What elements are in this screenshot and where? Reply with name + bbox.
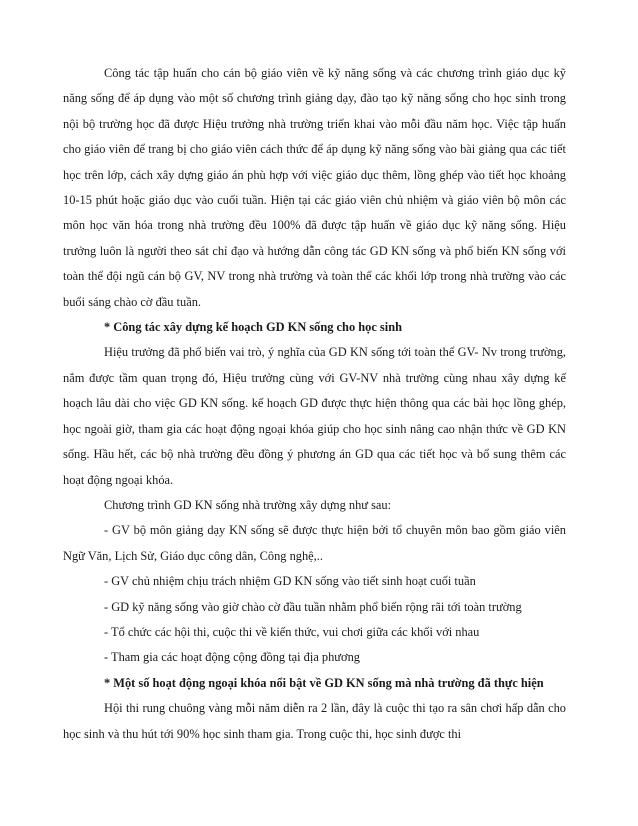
list-item-flag-ceremony: - GD kỹ năng sống vào giờ chào cờ đầu tuần nhằm phổ biến rộng rãi tới toàn trường: [104, 599, 522, 614]
list-item-competitions: - Tổ chức các hội thi, cuộc thi về kiến thức, vui chơi giữa các khối với nhau: [104, 624, 480, 639]
list-item-community: - Tham gia các hoạt động cộng đồng tại địa phương: [104, 650, 360, 665]
document-page: [63, 61, 566, 747]
paragraph-planning: Hiệu trưởng đã phổ biến vai trò, ý nghĩa của GD KN sống tới toàn thể GV- Nv trong trường, nắm được tầm quan trọng đó, Hiệu trưởng cùng với GV-NV nhà trường cùng nhau xây dựng kế hoạch lâu dài cho việc GD KN sống. kế hoạch GD được thực hiện thông qua các bài học lồng ghép, học ngoài giờ, tham gia các hoạt động ngoại khóa giúp cho học sinh nâng cao nhận thức về GD KN sống. Hầu hết, các bộ nhà trường đều đồng ý phương án GD qua các tiết học và bổ sung thêm các hoạt động ngoại khóa.: [63, 345, 566, 487]
paragraph-program-intro: Chương trình GD KN sống nhà trường xây dựng như sau:: [104, 497, 392, 512]
list-item-homeroom-teachers: - GV chủ nhiệm chịu trách nhiệm GD KN sống vào tiết sinh hoạt cuối tuần: [104, 574, 476, 589]
paragraph-golden-bell-contest: Hội thi rung chuông vàng mỗi năm diễn ra 2 lần, đây là cuộc thi tạo ra sân chơi hấp dẫn cho học sinh và thu hút tới 90% học sinh tham gia. Trong cuộc thi, học sinh được thi: [63, 701, 566, 741]
section-heading-extracurricular: * Một số hoạt động ngoại khóa nổi bật về GD KN sống mà nhà trường đã thực hiện: [104, 675, 544, 690]
section-heading-planning: * Công tác xây dựng kế hoạch GD KN sống cho học sinh: [104, 320, 402, 335]
paragraph-training-overview: Công tác tập huấn cho cán bộ giáo viên về kỹ năng sống và các chương trình giáo dục kỹ năng sống để áp dụng vào một số chương trình giảng dạy, đào tạo kỹ năng sống cho học sinh trong nội bộ trường học đã được Hiệu trưởng nhà trường triển khai vào mỗi đầu năm học. Việc tập huấn cho giáo viên để trang bị cho giáo viên cách thức để áp dụng kỹ năng sống vào bài giảng qua các tiết học trên lớp, cách xây dựng giáo án phù hợp với việc giáo dục thêm, lồng ghép vào tiết học khoảng 10-15 phút hoặc giáo dục vào cuối tuần. Hiện tại các giáo viên chủ nhiệm và giáo viên bộ môn các môn học văn hóa trong nhà trường đều 100% đã được tập huấn về giáo dục kỹ năng sống. Hiệu trưởng luôn là người theo sát chỉ đạo và hướng dẫn công tác GD KN sống và phổ biến KN sống với toàn thể đội ngũ cán bộ GV, NV trong nhà trường và toàn thể các khối lớp trong nhà trường vào các buổi sáng chào cờ đầu tuần.: [63, 66, 566, 309]
list-item-subject-teachers: - GV bộ môn giảng dạy KN sống sẽ được thực hiện bởi tổ chuyên môn bao gồm giáo viên Ngữ Văn, Lịch Sử, Giáo dục công dân, Công nghệ,..: [63, 523, 566, 563]
